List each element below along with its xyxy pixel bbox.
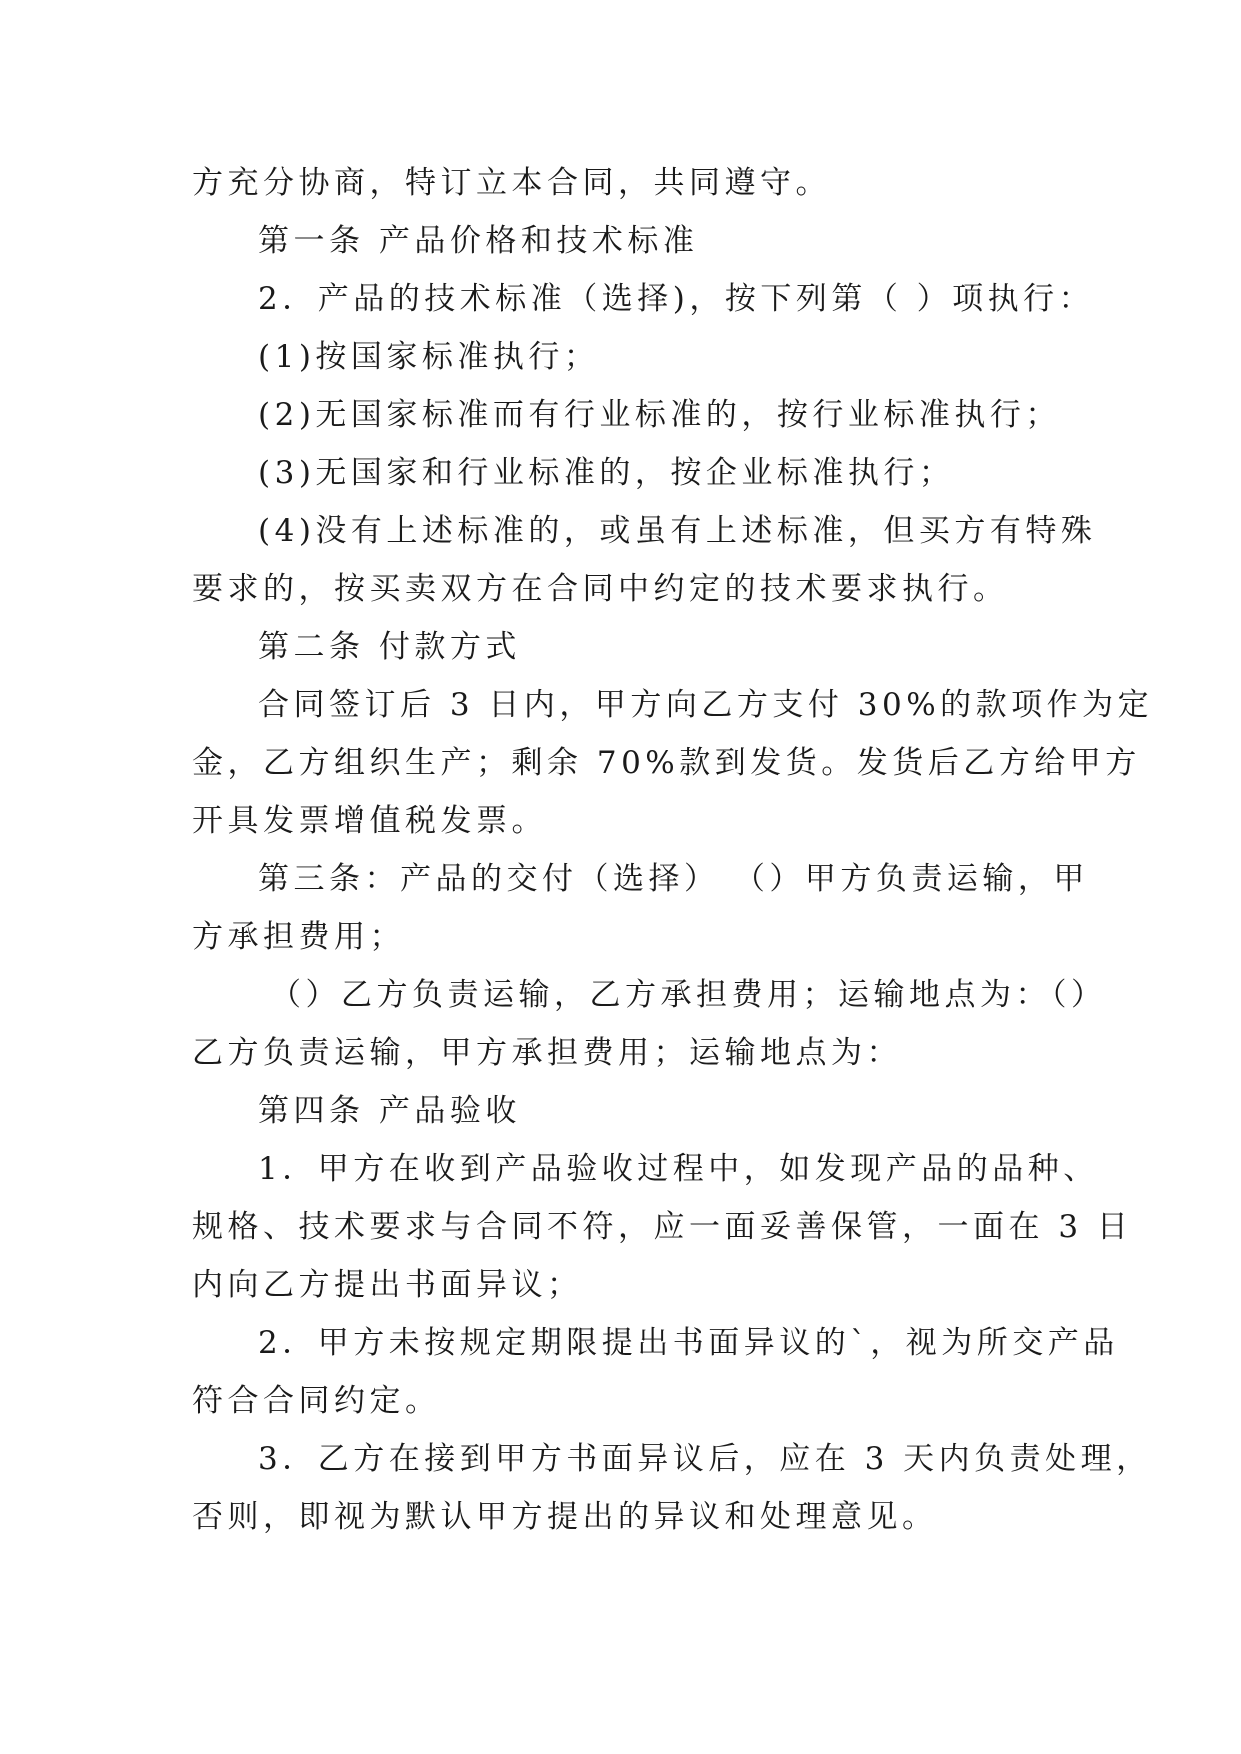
- paragraph-line: 3．乙方在接到甲方书面异议后，应在 3 天内负责处理，: [258, 1441, 1152, 1477]
- list-item: (4)没有上述标准的，或虽有上述标准，但买方有特殊: [258, 513, 1097, 549]
- list-item: (3)无国家和行业标准的，按企业标准执行；: [258, 455, 955, 491]
- list-item: (1)按国家标准执行；: [258, 339, 600, 375]
- paragraph-line: 要求的，按买卖双方在合同中约定的技术要求执行。: [192, 571, 1009, 607]
- paragraph-line: 合同签订后 3 日内，甲方向乙方支付 30%的款项作为定: [258, 687, 1154, 723]
- paragraph-line: 方承担费用；: [192, 919, 405, 955]
- paragraph-line: 2．甲方未按规定期限提出书面异议的`，视为所交产品: [258, 1325, 1119, 1361]
- list-item: (2)无国家标准而有行业标准的，按行业标准执行；: [258, 397, 1061, 433]
- paragraph-line: 1．甲方在收到产品验收过程中，如发现产品的品种、: [258, 1151, 1099, 1187]
- paragraph-line: 否则，即视为默认甲方提出的异议和处理意见。: [192, 1499, 938, 1535]
- article-heading: 第二条 付款方式: [258, 629, 521, 665]
- article-heading: 第一条 产品价格和技术标准: [258, 223, 699, 259]
- paragraph-line: 2．产品的技术标准（选择)，按下列第（ ）项执行：: [258, 281, 1095, 317]
- paragraph-line: 内向乙方提出书面异议；: [192, 1267, 583, 1303]
- article-heading: 第三条：产品的交付（选择） （）甲方负责运输，甲: [258, 861, 1089, 897]
- paragraph-line: 方充分协商，特订立本合同，共同遵守。: [192, 165, 831, 201]
- paragraph-line: 乙方负责运输，甲方承担费用；运输地点为：: [192, 1035, 902, 1071]
- paragraph-line: 规格、技术要求与合同不符，应一面妥善保管，一面在 3 日: [192, 1209, 1133, 1245]
- paragraph-line: （）乙方负责运输，乙方承担费用；运输地点为：（）: [270, 977, 1107, 1013]
- paragraph-line: 开具发票增值税发票。: [192, 803, 547, 839]
- article-heading: 第四条 产品验收: [258, 1093, 521, 1129]
- paragraph-line: 金，乙方组织生产；剩余 70%款到发货。发货后乙方给甲方: [192, 745, 1141, 781]
- paragraph-line: 符合合同约定。: [192, 1383, 441, 1419]
